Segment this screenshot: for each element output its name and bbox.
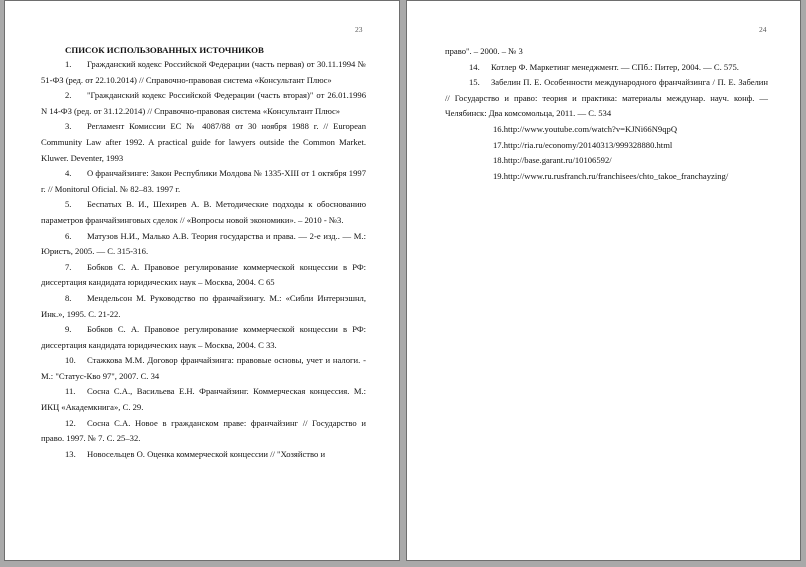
reference-text: Котлер Ф. Маркетинг менеджмент. — СПб.: Питер, 2004. — С. 575. bbox=[491, 61, 739, 72]
reference-entry bbox=[41, 88, 366, 119]
reference-text: Гражданский кодекс Российской Федерации (часть первая) от 30.11.1994 № 51-ФЗ (ред. от 22.10.2014) // Справочно-правовая система «Консультант Плюс» bbox=[41, 59, 366, 85]
reference-link-entry[interactable] bbox=[445, 153, 768, 169]
page-number: 24 bbox=[759, 25, 767, 34]
reference-number: 10. bbox=[65, 355, 76, 366]
reference-entry bbox=[41, 166, 366, 197]
reference-url[interactable]: http://www.ru.rusfranch.ru/franchisees/chto_takoe_franchayzing/ bbox=[503, 170, 729, 181]
references-heading: СПИСОК ИСПОЛЬЗОВАННЫХ ИСТОЧНИКОВ bbox=[65, 45, 264, 55]
references-entries bbox=[41, 57, 366, 462]
reference-text: Сосна С.А., Васильева Е.Н. Франчайзинг. Коммерческая концессия. М.: ИКЦ «Академкнига», С. 29. bbox=[41, 386, 366, 413]
reference-url[interactable]: http://base.garant.ru/10106592/ bbox=[503, 155, 612, 166]
reference-entry bbox=[41, 197, 366, 228]
reference-entry bbox=[41, 57, 366, 88]
reference-entry bbox=[445, 75, 768, 122]
reference-number: 12. bbox=[65, 417, 76, 428]
reference-number: 14. bbox=[469, 61, 480, 72]
reference-number: 1. bbox=[65, 59, 72, 69]
reference-text: Сосна С.А. Новое в гражданском праве: франчайзинг // Государство и право. 1997. № 7. С. 25–32. bbox=[41, 417, 366, 444]
reference-number: 19. bbox=[493, 170, 504, 181]
reference-number: 18. bbox=[493, 155, 504, 166]
reference-text: О франчайзинге: Закон Республики Молдова № 1335-XIII от 1 октября 1997 г. // Monitorul Oficial. № 82–83. 1997 г. bbox=[41, 168, 366, 194]
reference-number: 5. bbox=[65, 199, 72, 210]
reference-text: Регламент Комиссии ЕС № 4087/88 от 30 ноября 1988 г. // European Community Law after 1992. A practical guide for lawyers outside the Common Market. Kluwer. Deventer, 1993 bbox=[41, 121, 366, 163]
reference-entry bbox=[41, 229, 366, 260]
reference-number: 8. bbox=[65, 292, 72, 303]
reference-entry bbox=[41, 447, 366, 463]
reference-text: Забелин П. Е. Особенности международного франчайзинга / П. Е. Забелин // Государство и право: теория и практика: материалы междунар. науч. конф. — Челябинск: Два комсомольца, 2011. — С. 534 bbox=[445, 77, 768, 119]
reference-text: Мендельсон М. Руководство по франчайзингу. М.: «Сибли Интернэшнл, Инк.», 1995. С. 21-22. bbox=[41, 292, 366, 319]
reference-number: 6. bbox=[65, 230, 72, 241]
reference-number: 11. bbox=[65, 386, 76, 397]
reference-number: 3. bbox=[65, 121, 72, 132]
reference-url[interactable]: http://www.youtube.com/watch?v=KJNi66N9qpQ bbox=[503, 123, 678, 134]
page-number: 23 bbox=[355, 25, 363, 34]
references-list-continued bbox=[445, 44, 768, 184]
reference-entry bbox=[41, 260, 366, 291]
document-page-right bbox=[406, 0, 801, 561]
references-list bbox=[41, 43, 366, 462]
reference-entry bbox=[41, 416, 366, 447]
reference-number: 4. bbox=[65, 168, 72, 179]
reference-entry bbox=[41, 119, 366, 166]
reference-url[interactable]: http://ria.ru/economy/20140313/999328880.html bbox=[503, 139, 673, 150]
reference-text: "Гражданский кодекс Российской Федерации (часть вторая)" от 26.01.1996 N 14-ФЗ (ред. от 31.12.2014) // Справочно-правовая система «Консультант Плюс» bbox=[41, 90, 366, 116]
reference-text: Беспатых В. И., Шехирев А. В. Методические подходы к обоснованию параметров франчайзинговых сделок // «Вопросы новой экономики». – 2010 - №3. bbox=[41, 199, 366, 225]
reference-number: 9. bbox=[65, 324, 72, 335]
reference-number: 2. bbox=[65, 90, 72, 101]
reference-number: 7. bbox=[65, 261, 72, 272]
reference-entry bbox=[41, 291, 366, 322]
reference-text: Стажкова М.М. Договор франчайзинга: правовые основы, учет и налоги. - М.: "Статус-Кво 97", 2007. С. 34 bbox=[41, 355, 366, 381]
reference-entry bbox=[445, 60, 768, 76]
reference-entry bbox=[41, 322, 366, 353]
reference-text: Матузов Н.И., Малько А.В. Теория государства и права. — 2-е изд.. — М.: Юристъ, 2005. — С. 315-316. bbox=[41, 230, 366, 257]
references-entries bbox=[445, 60, 768, 122]
reference-entry bbox=[41, 353, 366, 384]
document-page-left bbox=[4, 0, 400, 561]
reference-number: 16. bbox=[493, 123, 504, 134]
reference-text: Бобков С. А. Правовое регулирование коммерческой концессии в РФ: диссертация кандидата юридических наук – Москва, 2004. С 65 bbox=[41, 261, 366, 288]
reference-continuation: право". – 2000. – № 3 bbox=[445, 46, 523, 56]
reference-link-entry[interactable] bbox=[445, 169, 768, 185]
reference-entry bbox=[41, 384, 366, 415]
reference-text: Новосельцев О. Оценка коммерческой концессии // "Хозяйство и bbox=[87, 448, 326, 459]
reference-number: 17. bbox=[493, 139, 504, 150]
reference-link-entry[interactable] bbox=[445, 122, 768, 138]
reference-link-entry[interactable] bbox=[445, 138, 768, 154]
reference-number: 13. bbox=[65, 448, 76, 459]
reference-text: Бобков С. А. Правовое регулирование коммерческой концессии в РФ: диссертация кандидата юридических наук – Москва, 2004. С 33. bbox=[41, 324, 366, 350]
references-links bbox=[445, 122, 768, 184]
reference-number: 15. bbox=[469, 77, 480, 88]
